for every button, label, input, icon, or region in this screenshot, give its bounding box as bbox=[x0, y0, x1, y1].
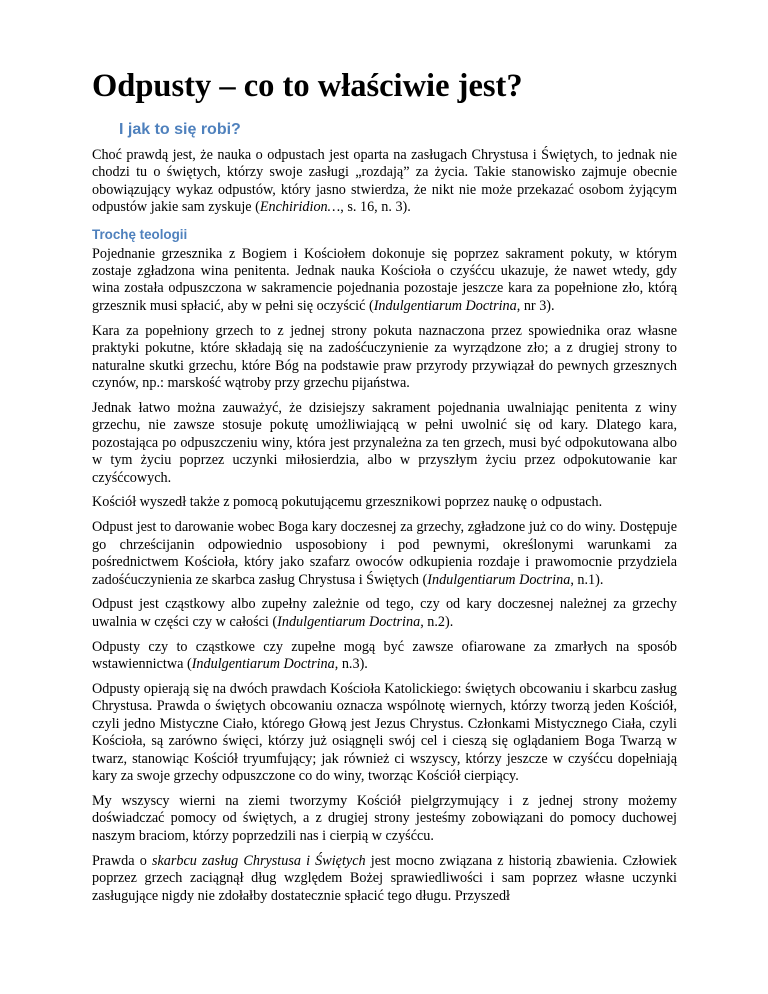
paragraph-partial-plenary: Odpust jest cząstkowy albo zupełny zależnie od tego, czy od kary doczesnej należnej za grzechy uwalnia w części czy w całości (Indulgentiarum Doctrina, n.2). bbox=[92, 596, 677, 630]
intro-paragraph: Choć prawdą jest, że nauka o odpustach jest oparta na zasługach Chrystusa i Świętych, to jednak nie chodzi tu o świętych, którzy swoje zasługi „rozdają” za życia. Takie stanowisko zajmuje obecnie obowiązujący wykaz odpustów, który jasno stwierdza, że nikt nie może przekazać osobom żyjącym odpustów jakie sam zyskuje (Enchiridion…, s. 16, n. 3). bbox=[92, 147, 677, 216]
document-title: Odpusty – co to właściwie jest? bbox=[92, 68, 523, 104]
citation: Indulgentiarum Doctrina bbox=[427, 571, 571, 588]
paragraph-pilgrim-church: My wszyscy wierni na ziemi tworzymy Kościół pielgrzymujący i z jednej strony możemy doświadczać pomocy od świętych, a z drugiej strony jesteśmy zobowiązani do pomocy duchowej naszym braciom, którzy poprzedzili nas i cierpią w czyśćcu. bbox=[92, 793, 677, 844]
document-page bbox=[92, 66, 677, 912]
paragraph-sacrament: Jednak łatwo można zauważyć, że dzisiejszy sakrament pojednania uwalniając penitenta z winy grzechu, nie zawsze stosuje pokutę umożliwiającą w pełni uwolnić się od kary. Dlatego kara, pozostająca po odpuszczeniu winy, która jest przynależna za ten grzech, musi być odpokutowana albo w tym życiu poprzez uczynki miłosierdzia, albo w przyszłym życiu przez odpokutowanie kar czyśćcowych. bbox=[92, 399, 677, 486]
treasury-phrase: skarbcu zasług Chrystusa i Świętych bbox=[151, 852, 366, 869]
paragraph-church-help: Kościół wyszedł także z pomocą pokutującemu grzesznikowi poprzez naukę o odpustach. bbox=[92, 494, 603, 511]
paragraph-reconciliation: Pojednanie grzesznika z Bogiem i Kościołem dokonuje się poprzez sakrament pokuty, w którym zostaje zgładzona wina penitenta. Jednak nauka Kościoła o czyśćcu ukazuje, że nawet wtedy, gdy wina została odpuszczona w sakramencie pojednania pozostaje jeszcze kara za popełnione zło, którą grzesznik musi spłacić, aby w pełni się oczyścić (Indulgentiarum Doctrina, nr 3). bbox=[92, 245, 677, 314]
document-subtitle: I jak to się robi? bbox=[119, 121, 241, 138]
paragraph-treasury-of-merits: Prawda o skarbcu zasług Chrystusa i Świętych jest mocno związana z historią zbawienia. Człowiek poprzez grzech zaciągnął dług względem Bożej sprawiedliwości i sam poprzez własne uczynki zasługujące nigdy nie zdołałby dostatecznie spłacić tego długu. Przyszedł bbox=[92, 852, 677, 904]
paragraph-punishment: Kara za popełniony grzech to z jednej strony pokuta naznaczona przez spowiednika oraz własne praktyki pokutne, które składają się na zadośćuczynienie za wyrządzone zło; a z drugiej strony to naturalne skutki grzechu, które Bóg na podstawie praw przyrody przywiązał do pewnych grzesznych czynów, np.: marskość wątroby przy grzechu pijaństwa. bbox=[92, 322, 677, 391]
intro-citation: Enchiridion… bbox=[259, 199, 341, 216]
citation: Indulgentiarum Doctrina bbox=[373, 297, 517, 314]
citation: Indulgentiarum Doctrina bbox=[277, 613, 421, 630]
section-heading-theology: Trochę teologii bbox=[92, 226, 188, 242]
paragraph-communion-of-saints: Odpusty opierają się na dwóch prawdach Kościoła Katolickiego: świętych obcowaniu i skarbcu zasług Chrystusa. Prawda o świętych obcowaniu oznacza wspólnotę wiernych, którzy tworzą jeden Kościół, czyli jedno Mistyczne Ciało, którego Głową jest Jezus Chrystus. Członkami Mistycznego Ciała, czyli Kościoła, są zarówno święci, którzy już osiągnęli swój cel i cieszą się oglądaniem Boga Twarzą w twarz, stanowiąc Kościół tryumfujący; jak również ci wszyscy, którzy jeszcze w czyśćcu dopełniają kary za swoje grzechy odpuszczone co do winy, tworząc Kościół cierpiący. bbox=[92, 681, 677, 785]
citation: Indulgentiarum Doctrina bbox=[191, 656, 335, 673]
paragraph-for-the-dead: Odpusty czy to cząstkowe czy zupełne mogą być zawsze ofiarowane za zmarłych na sposób wstawiennictwa (Indulgentiarum Doctrina, n.3). bbox=[92, 638, 677, 673]
paragraph-indulgence-definition: Odpust jest to darowanie wobec Boga kary doczesnej za grzechy, zgładzone już co do winy. Dostępuje go chrześcijanin odpowiednio usposobiony i pod pewnymi, określonymi warunkami za pośrednictwem Kościoła, który jako szafarz owoców odkupienia rozdaje i prawomocnie przydziela zadośćuczynienia ze skarbca zasług Chrystusa i Świętych (Indulgentiarum Doctrina, n.1). bbox=[92, 519, 677, 588]
